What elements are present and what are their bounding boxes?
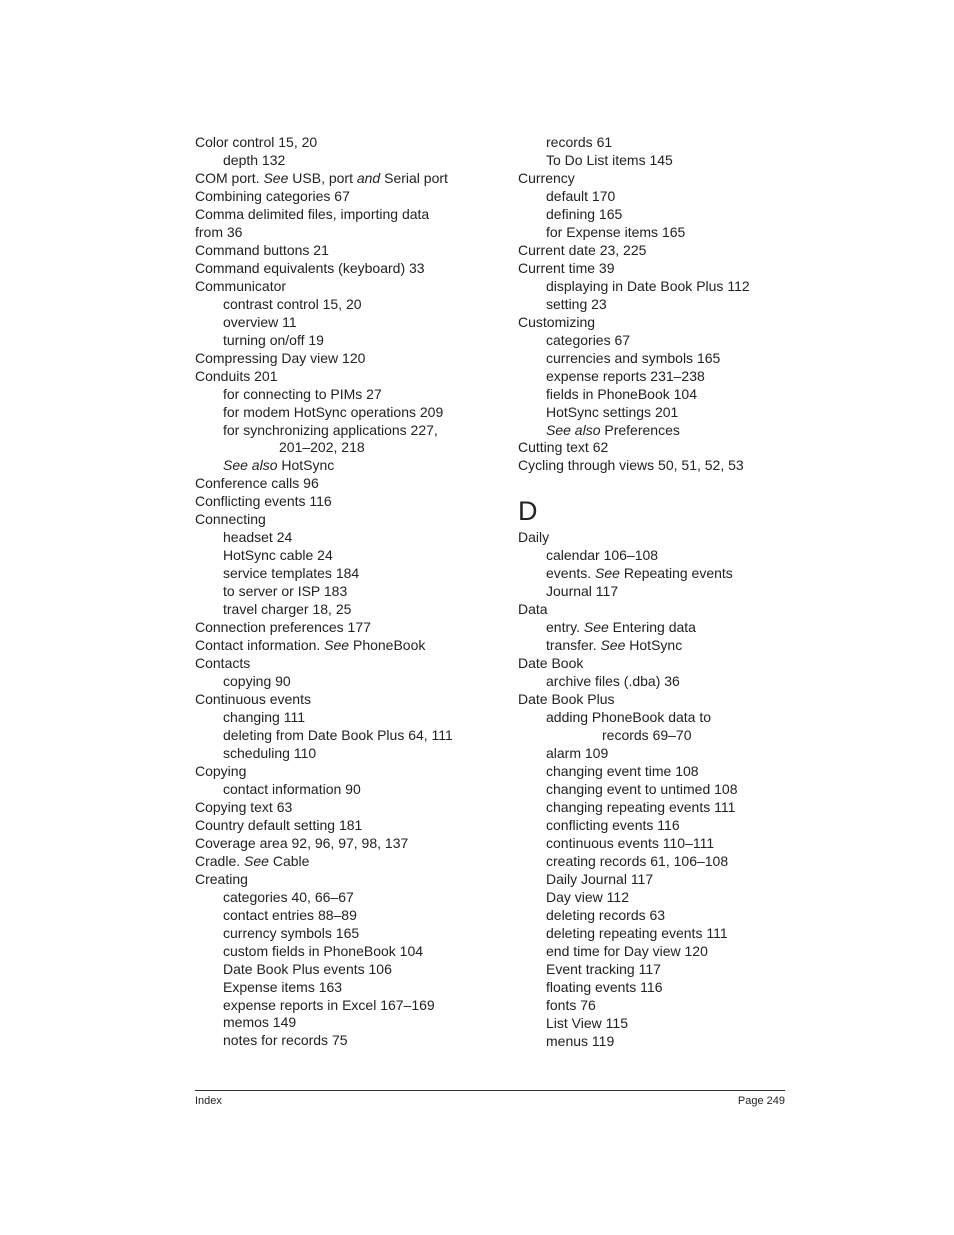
index-subentry: defining 165 xyxy=(546,205,623,222)
index-entry: Command equivalents (keyboard) 33 xyxy=(195,259,425,276)
index-entry: Creating xyxy=(195,870,248,887)
index-column-left xyxy=(195,134,495,1050)
index-subentry: scheduling 110 xyxy=(223,744,317,761)
index-subentry: for modem HotSync operations 209 xyxy=(223,403,444,420)
index-entry: Color control 15, 20 xyxy=(195,134,318,150)
index-subentry: See also Preferences xyxy=(546,421,680,438)
index-subentry: fields in PhoneBook 104 xyxy=(546,385,697,402)
index-subentry: custom fields in PhoneBook 104 xyxy=(223,942,424,959)
index-subentry: Journal 117 xyxy=(546,583,619,600)
index-subentry: service templates 184 xyxy=(223,565,360,582)
index-subentry: deleting from Date Book Plus 64, 111 xyxy=(223,726,453,743)
index-subentry: Day view 112 xyxy=(546,888,630,905)
index-subentry: transfer. See HotSync xyxy=(546,637,683,654)
index-subentry: List View 115 xyxy=(546,1014,628,1031)
index-subentry: HotSync cable 24 xyxy=(223,547,333,564)
index-column-right xyxy=(518,134,818,1051)
index-subentry: headset 24 xyxy=(223,529,293,546)
index-subentry: displaying in Date Book Plus 112 xyxy=(546,277,750,294)
index-entry: Copying xyxy=(195,762,247,779)
index-subentry: alarm 109 xyxy=(546,745,609,762)
index-entry: Communicator xyxy=(195,277,287,294)
index-subentry: deleting records 63 xyxy=(546,906,666,923)
index-subentry: for connecting to PIMs 27 xyxy=(223,385,382,402)
index-subentry: contrast control 15, 20 xyxy=(223,295,362,312)
index-subentry: to server or ISP 183 xyxy=(223,583,348,600)
index-subentry: memos 149 xyxy=(223,1014,297,1031)
index-entry: Conduits 201 xyxy=(195,367,278,384)
index-entry: Cutting text 62 xyxy=(518,439,609,456)
index-entry: Daily xyxy=(518,529,550,546)
index-subentry: Daily Journal 117 xyxy=(546,870,654,887)
index-subentry: end time for Day view 120 xyxy=(546,942,708,959)
index-subentry: turning on/off 19 xyxy=(223,331,324,348)
index-subentry: expense reports in Excel 167–169 xyxy=(223,996,435,1013)
index-entry: Command buttons 21 xyxy=(195,241,329,258)
index-entry: COM port. See USB, port and Serial port xyxy=(195,169,448,186)
index-subentry: entry. See Entering data xyxy=(546,619,696,636)
index-entry: Combining categories 67 xyxy=(195,187,350,204)
index-subentry: changing repeating events 111 xyxy=(546,798,736,815)
index-entry: Data xyxy=(518,601,548,618)
index-subentry: menus 119 xyxy=(546,1032,615,1049)
index-entry: Current date 23, 225 xyxy=(518,241,647,258)
index-entry: Currency xyxy=(518,169,575,186)
index-subentry: HotSync settings 201 xyxy=(546,403,679,420)
index-subentry: currency symbols 165 xyxy=(223,924,360,941)
index-entry: from 36 xyxy=(195,223,243,240)
footer-rule xyxy=(195,1090,785,1091)
index-subentry: records 61 xyxy=(546,134,613,150)
index-entry: Continuous events xyxy=(195,691,311,708)
index-subentry: overview 11 xyxy=(223,313,297,330)
index-subentry: contact entries 88–89 xyxy=(223,906,357,923)
index-subentry: changing 111 xyxy=(223,709,305,725)
index-subentry: Date Book Plus events 106 xyxy=(223,960,392,977)
index-entry: Comma delimited files, importing data xyxy=(195,205,430,222)
index-subentry: default 170 xyxy=(546,187,616,204)
index-subentry: fonts 76 xyxy=(546,996,596,1013)
index-entry: Date Book xyxy=(518,655,584,672)
index-entry: Coverage area 92, 96, 97, 98, 137 xyxy=(195,834,409,851)
index-entry: Conflicting events 116 xyxy=(195,493,332,510)
index-entry: Country default setting 181 xyxy=(195,816,363,833)
index-subentry: copying 90 xyxy=(223,673,291,690)
index-entry: Contacts xyxy=(195,655,251,672)
index-subentry: archive files (.dba) 36 xyxy=(546,673,680,690)
index-subentry: Event tracking 117 xyxy=(546,960,661,977)
index-subentry: for synchronizing applications 227, xyxy=(223,421,438,438)
index-entry: Connecting xyxy=(195,511,266,528)
index-subentry: creating records 61, 106–108 xyxy=(546,852,729,869)
index-entry: Cycling through views 50, 51, 52, 53 xyxy=(518,457,744,474)
index-subentry: categories 40, 66–67 xyxy=(223,888,354,905)
index-subentry: contact information 90 xyxy=(223,780,361,797)
index-entry: Connection preferences 177 xyxy=(195,619,371,636)
index-subentry: Expense items 163 xyxy=(223,978,343,995)
index-subentry: travel charger 18, 25 xyxy=(223,601,352,618)
index-entry: Customizing xyxy=(518,313,596,330)
index-subentry: adding PhoneBook data to xyxy=(546,709,712,726)
index-entry: Current time 39 xyxy=(518,259,615,276)
index-entry: Contact information. See PhoneBook xyxy=(195,637,426,654)
footer-page-number: Page 249 xyxy=(737,1095,785,1107)
index-subentry: conflicting events 116 xyxy=(546,816,680,833)
index-subentry: setting 23 xyxy=(546,295,607,312)
index-subentry: floating events 116 xyxy=(546,978,663,995)
index-subentry: for Expense items 165 xyxy=(546,223,686,240)
index-section-letter: D xyxy=(518,496,538,527)
index-subentry: calendar 106–108 xyxy=(546,547,659,564)
index-subentry: continuous events 110–111 xyxy=(546,834,715,851)
index-entry: Copying text 63 xyxy=(195,798,293,815)
index-subentry: expense reports 231–238 xyxy=(546,367,705,384)
index-subentry: currencies and symbols 165 xyxy=(546,349,721,366)
index-entry: Date Book Plus xyxy=(518,691,615,708)
index-entry: Compressing Day view 120 xyxy=(195,349,366,366)
footer-section-label: Index xyxy=(195,1095,222,1107)
index-subentry: events. See Repeating events xyxy=(546,565,733,582)
index-subentry: To Do List items 145 xyxy=(546,151,673,168)
index-subentry: records 69–70 xyxy=(602,727,692,744)
index-subentry: changing event to untimed 108 xyxy=(546,780,738,797)
index-entry: Cradle. See Cable xyxy=(195,852,310,869)
index-subentry: 201–202, 218 xyxy=(279,439,365,456)
index-subentry: deleting repeating events 111 xyxy=(546,924,728,941)
index-subentry: depth 132 xyxy=(223,151,286,168)
index-subentry: changing event time 108 xyxy=(546,763,699,779)
index-entry: Conference calls 96 xyxy=(195,475,319,492)
index-subentry: categories 67 xyxy=(546,331,631,348)
index-subentry: See also HotSync xyxy=(223,457,335,474)
index-subentry: notes for records 75 xyxy=(223,1032,348,1049)
